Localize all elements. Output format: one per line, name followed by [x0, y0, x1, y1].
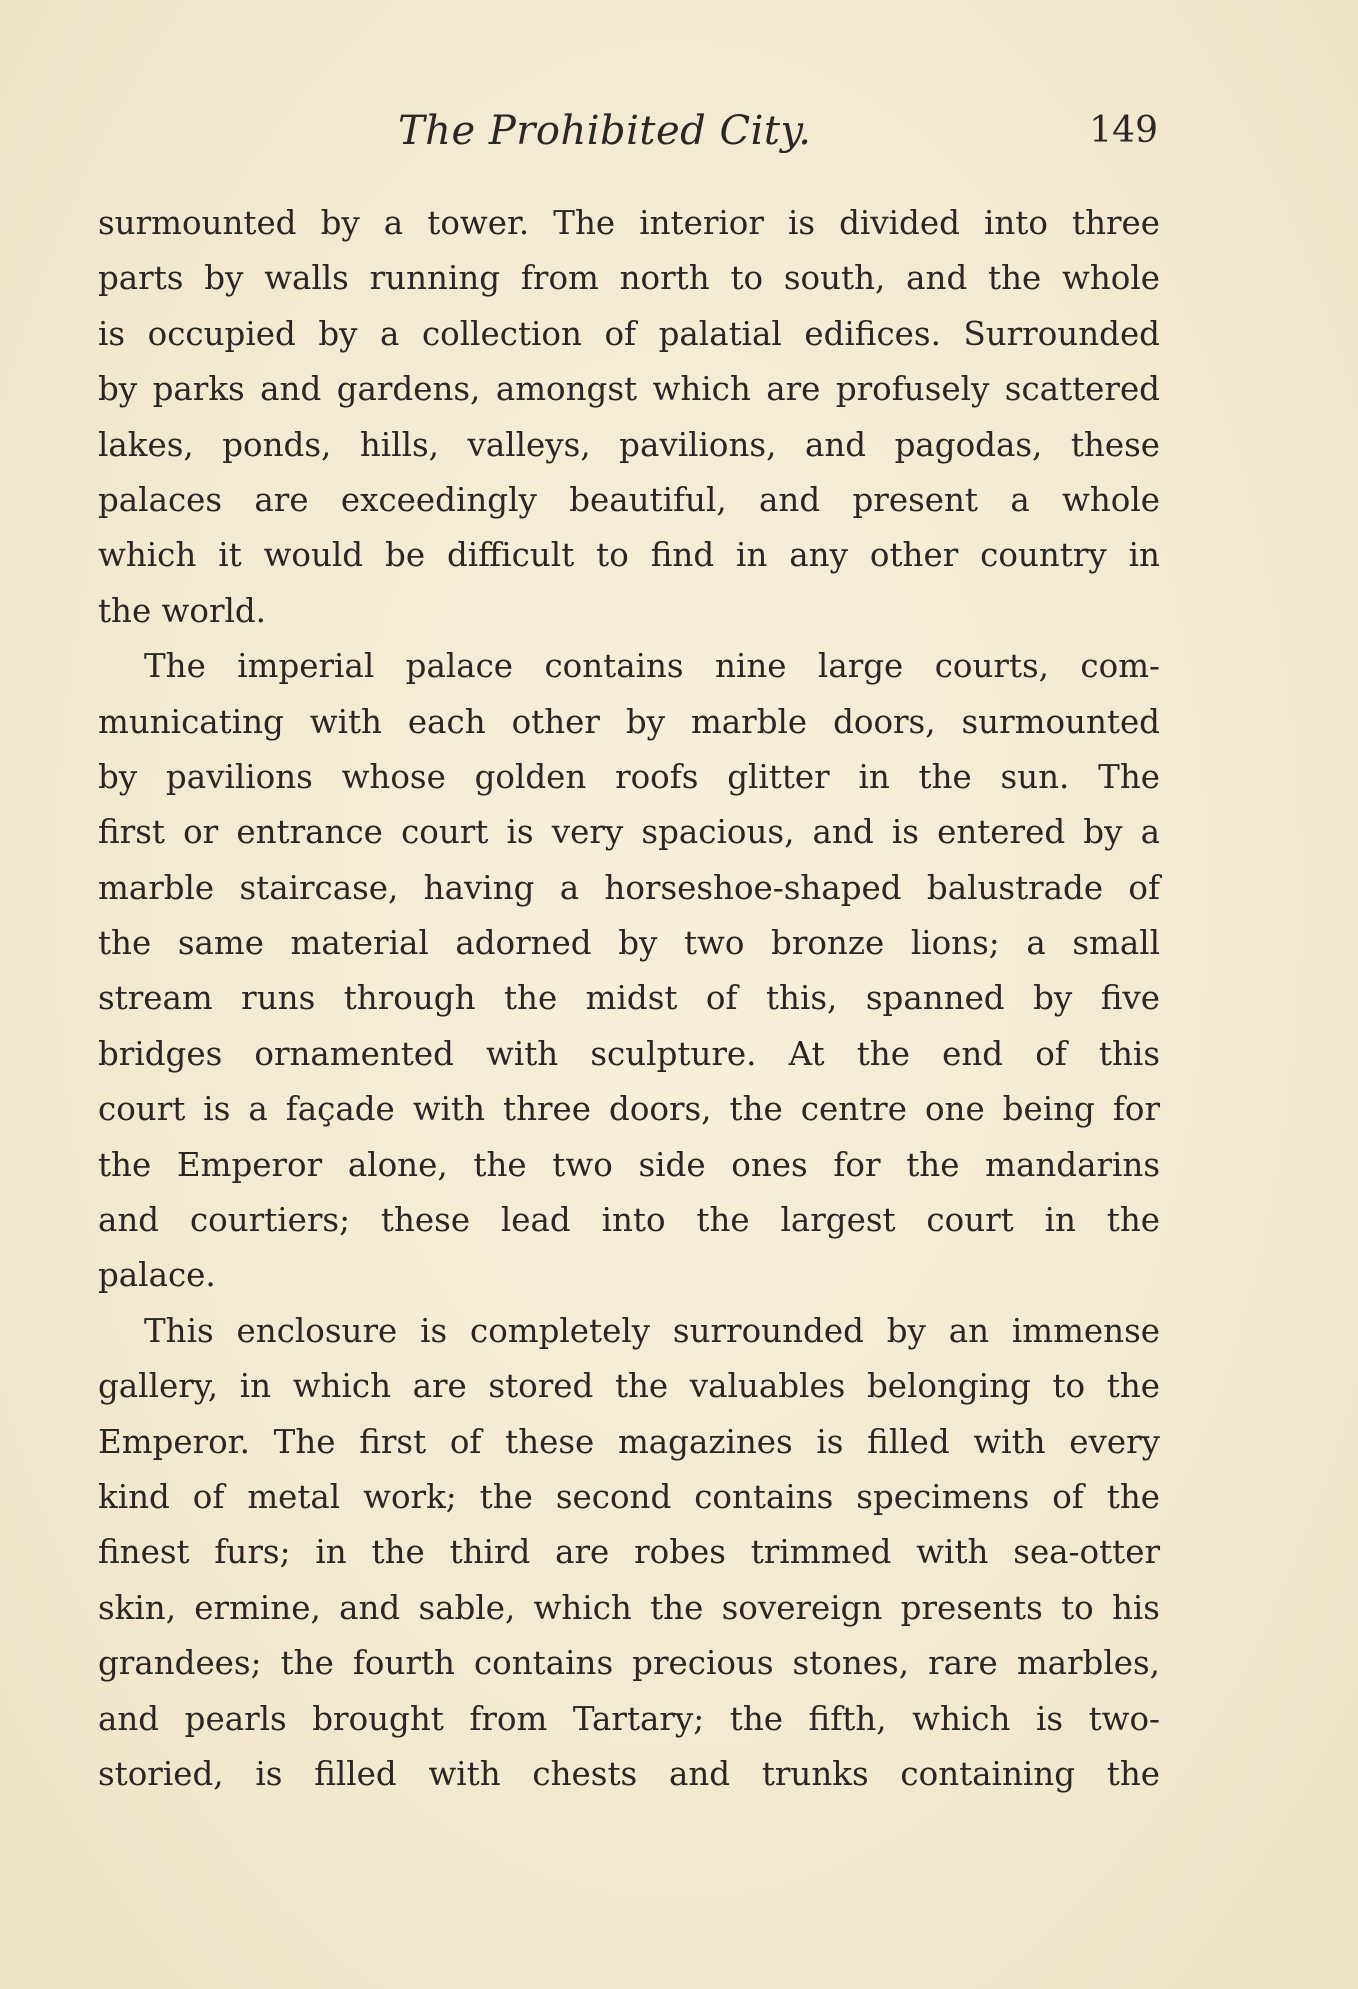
running-head [98, 108, 1158, 168]
text-line: kind of metal work; the second contains specimens of the [98, 1477, 1160, 1516]
text-line: marble staircase, having a horseshoe-shaped balustrade of [98, 868, 1160, 907]
text-line: parts by walls running from north to south, and the whole [98, 259, 1160, 298]
text-line: Emperor. The first of these magazines is filled with every [98, 1422, 1160, 1461]
body-text [98, 196, 1160, 1802]
text-line: municating with each other by marble doors, surmounted [98, 702, 1160, 741]
text-line: the world. [98, 591, 267, 630]
text-line: and courtiers; these lead into the largest court in the [98, 1201, 1160, 1240]
text-line: This enclosure is completely surrounded by an immense [144, 1311, 1160, 1350]
text-line: lakes, ponds, hills, valleys, pavilions, and pagodas, these [98, 425, 1160, 464]
text-line: skin, ermine, and sable, which the sovereign presents to his [98, 1588, 1160, 1627]
text-line: which it would be difficult to find in any other country in [98, 536, 1160, 575]
text-line: is occupied by a collection of palatial edifices. Surrounded [98, 314, 1160, 353]
text-line: the Emperor alone, the two side ones for the mandarins [98, 1145, 1160, 1184]
text-line: gallery, in which are stored the valuables belonging to the [98, 1367, 1160, 1406]
text-line: The imperial palace contains nine large courts, com- [144, 647, 1160, 686]
text-line: surmounted by a tower. The interior is divided into three [98, 204, 1160, 242]
text-line: and pearls brought from Tartary; the fifth, which is two- [98, 1699, 1160, 1738]
text-line: finest furs; in the third are robes trimmed with sea-otter [98, 1533, 1160, 1572]
text-line: by parks and gardens, amongst which are profusely scattered [98, 370, 1160, 409]
text-line: by pavilions whose golden roofs glitter in the sun. The [98, 757, 1160, 796]
text-line: first or entrance court is very spacious, and is entered by a [98, 813, 1160, 852]
text-line: court is a façade with three doors, the centre one being for [98, 1090, 1160, 1129]
text-line: palaces are exceedingly beautiful, and present a whole [98, 480, 1160, 519]
text-line: grandees; the fourth contains precious stones, rare marbles, [98, 1644, 1160, 1683]
text-line: palace. [98, 1256, 216, 1295]
text-line: stream runs through the midst of this, spanned by five [98, 979, 1160, 1018]
text-line: the same material adorned by two bronze lions; a small [98, 924, 1160, 963]
text-line: bridges ornamented with sculpture. At the end of this [98, 1034, 1160, 1073]
text-line: storied, is filled with chests and trunks containing the [98, 1754, 1160, 1793]
page-number: 149 [1089, 110, 1158, 151]
running-title: The Prohibited City. [398, 108, 812, 154]
